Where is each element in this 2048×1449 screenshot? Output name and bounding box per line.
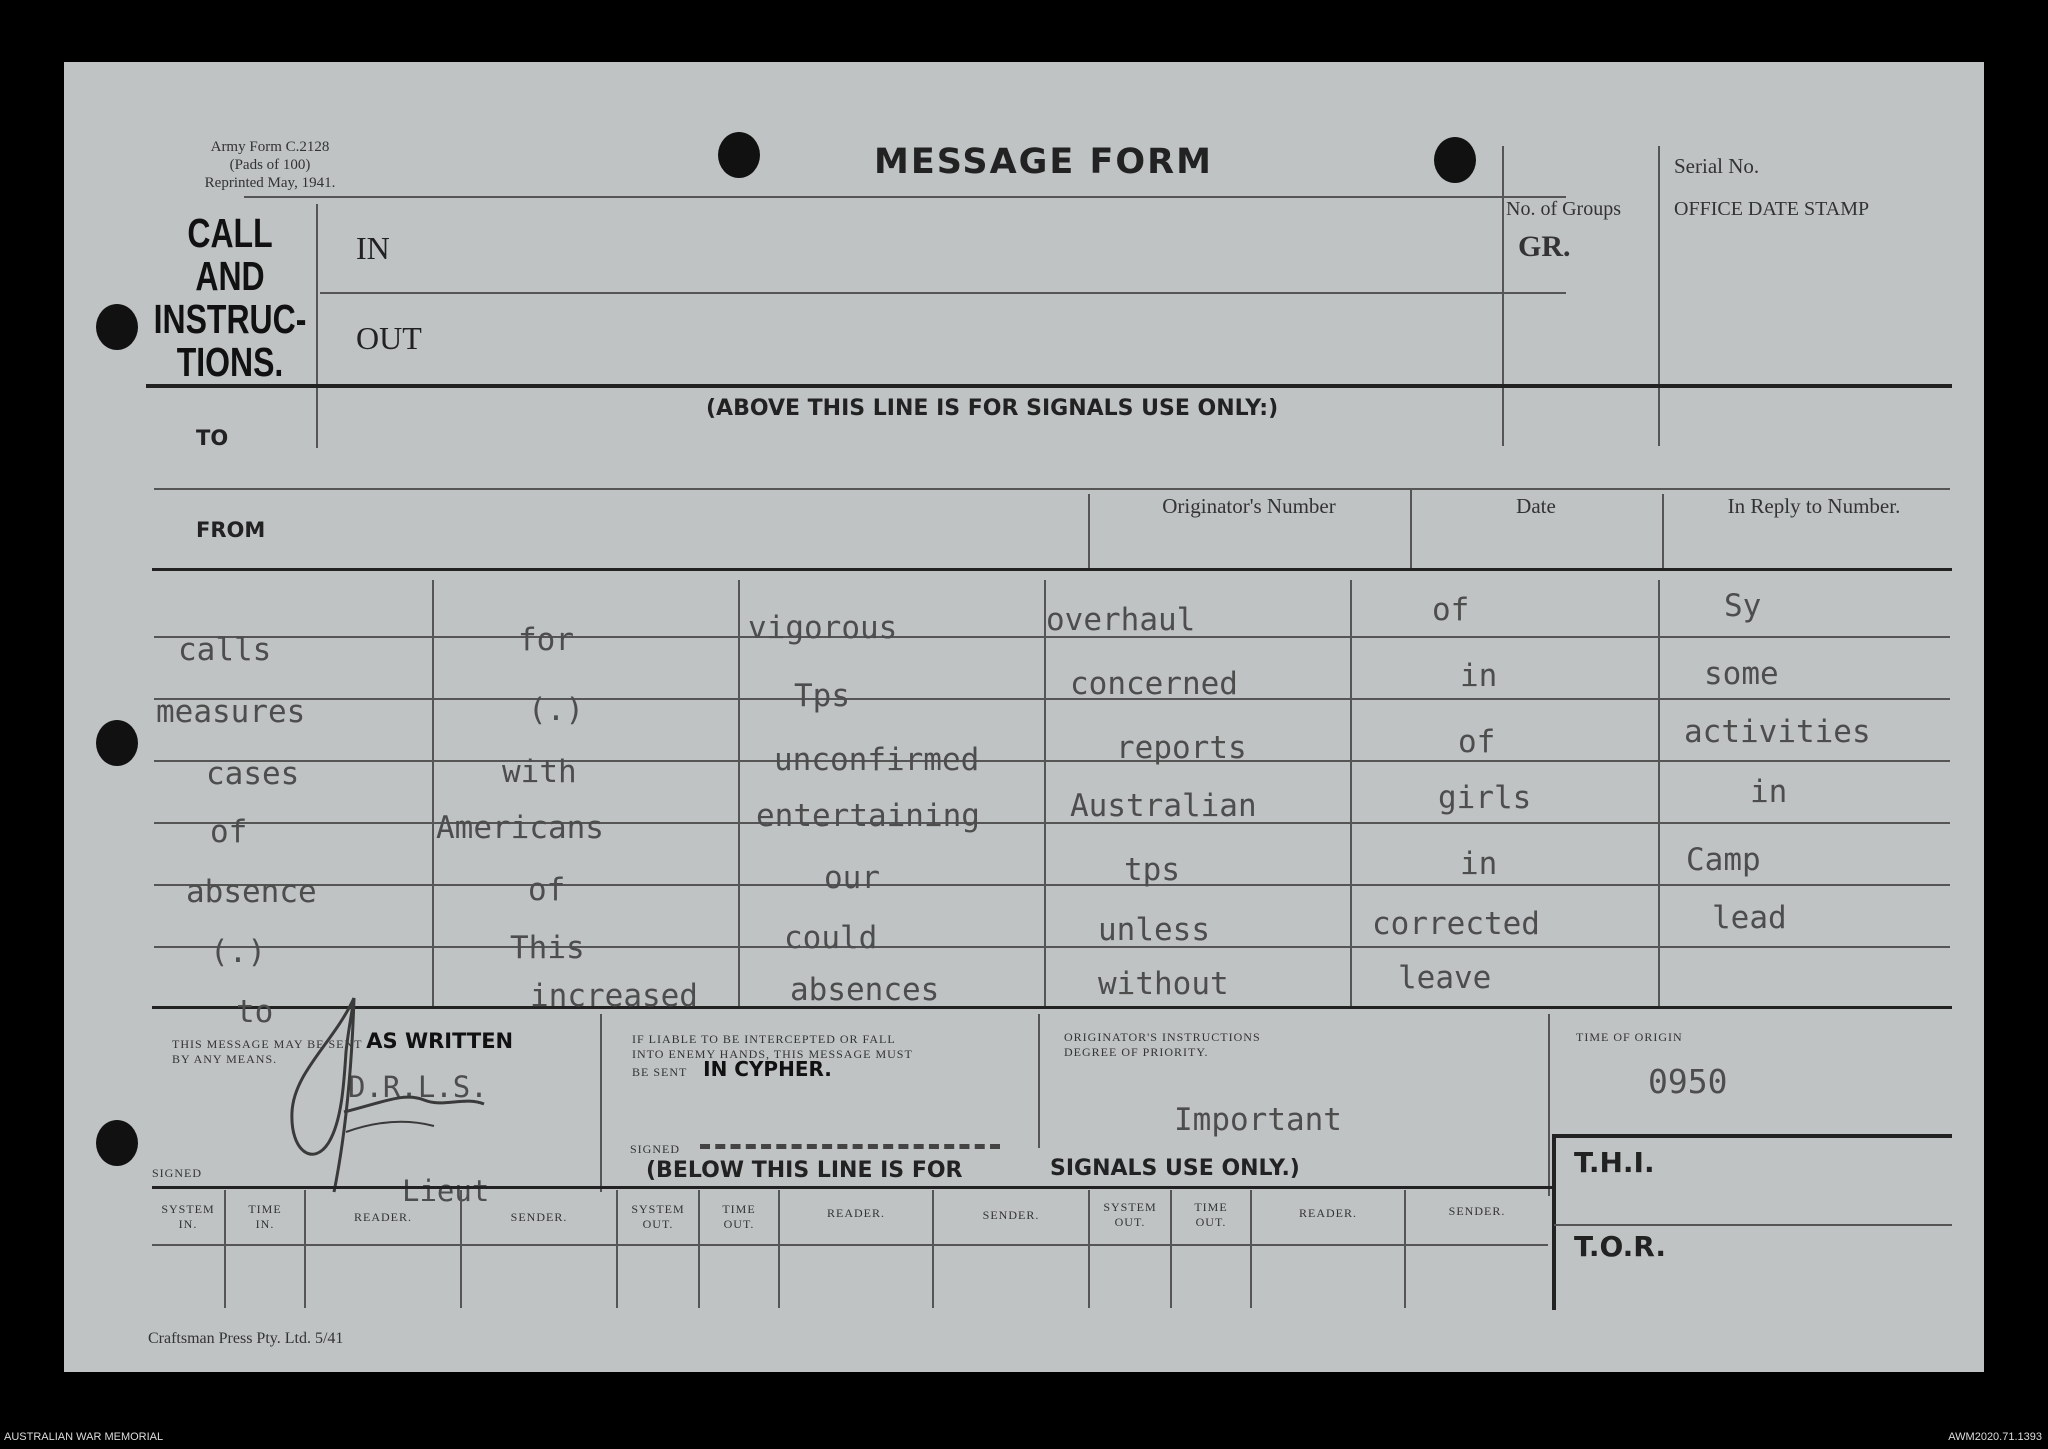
call-instructions-label	[152, 212, 308, 384]
signed-2-label: SIGNED	[630, 1142, 680, 1156]
grid-row-3	[154, 760, 1950, 762]
out-label: OUT	[356, 320, 422, 356]
bottom-col-header	[618, 1202, 698, 1232]
col-header-line: OUT.	[1195, 1215, 1227, 1229]
message-form-paper	[64, 62, 1984, 1372]
punch-hole-left-2	[96, 720, 138, 766]
col-header-line: IN.	[178, 1217, 198, 1231]
message-word: measures	[156, 694, 306, 730]
originator-number-label: Originator's Number	[1162, 494, 1336, 518]
message-word: absences	[790, 972, 940, 1008]
message-word: without	[1098, 966, 1229, 1002]
in-out-divider	[320, 292, 1566, 294]
message-word: corrected	[1372, 906, 1540, 942]
bottom-col-header	[1090, 1200, 1170, 1230]
message-word: This	[510, 930, 585, 966]
message-word: (.)	[528, 692, 584, 728]
grid-col-1	[432, 580, 434, 1006]
signed-label: SIGNED	[152, 1166, 202, 1180]
thi-label: T.H.I.	[1574, 1146, 1655, 1179]
header-rule	[244, 196, 1566, 198]
in-cypher-label: IN CYPHER.	[703, 1057, 832, 1081]
form-number-block	[160, 138, 380, 192]
bottom-col-header	[306, 1210, 460, 1225]
form-number: Army Form C.2128	[210, 139, 330, 155]
message-word: Camp	[1686, 842, 1761, 878]
message-word: absence	[186, 874, 317, 910]
bottom-col-header	[1252, 1206, 1404, 1221]
message-word: tps	[1124, 852, 1180, 888]
col-header-line: IN.	[255, 1217, 275, 1231]
grid-col-2	[738, 580, 740, 1006]
bottom-col-header	[1406, 1204, 1548, 1219]
bottom-col-div	[304, 1190, 306, 1308]
office-date-stamp-label: OFFICE DATE STAMP	[1674, 198, 1870, 220]
message-word: girls	[1438, 780, 1532, 816]
call-label-1: CALL	[187, 210, 273, 256]
address-bottom-rule	[152, 568, 1952, 571]
message-word: of	[1432, 592, 1470, 628]
message-word: for	[518, 622, 574, 658]
lower-divider-3	[1548, 1014, 1550, 1196]
bottom-col-header	[700, 1202, 778, 1232]
signed-2-dash	[700, 1144, 1000, 1149]
time-of-origin-value: 0950	[1648, 1062, 1728, 1101]
message-word: our	[824, 860, 880, 896]
message-word: increased	[530, 978, 698, 1014]
col-header-line: SENDER.	[1448, 1204, 1506, 1218]
col-header-line: SENDER.	[982, 1208, 1040, 1222]
col-header-line: SYSTEM	[161, 1202, 215, 1216]
originator-instructions	[1064, 1030, 1534, 1060]
send-means-line1: THIS MESSAGE MAY BE SENT	[172, 1037, 363, 1051]
grid-row-6	[154, 946, 1950, 948]
grid-row-2	[154, 698, 1950, 700]
message-word: lead	[1712, 900, 1787, 936]
cypher-note	[632, 1032, 1032, 1080]
message-word: reports	[1116, 730, 1247, 766]
cypher-line3: BE SENT	[632, 1065, 688, 1079]
from-divider-1	[1088, 494, 1090, 568]
call-label-4: TIONS.	[176, 339, 284, 385]
bottom-col-header	[934, 1208, 1088, 1223]
reprint-note: Reprinted May, 1941.	[204, 175, 336, 191]
punch-hole-top-right	[1434, 137, 1476, 183]
call-label-2: AND	[195, 253, 265, 299]
date-label: Date	[1516, 494, 1556, 518]
from-divider-3	[1662, 494, 1664, 568]
reply-number-label: In Reply to Number.	[1727, 494, 1901, 518]
message-word: of	[210, 814, 248, 850]
message-word: of	[1458, 724, 1496, 760]
col-header-line: SENDER.	[510, 1210, 568, 1224]
credit-left: AUSTRALIAN WAR MEMORIAL	[4, 1431, 164, 1443]
groups-label: No. of Groups	[1506, 198, 1621, 220]
handwritten-signature	[234, 992, 494, 1202]
message-word: could	[784, 920, 878, 956]
thi-tor-rule	[1554, 1224, 1952, 1226]
message-word: unless	[1098, 912, 1210, 948]
punch-hole-left-1	[96, 304, 138, 350]
grid-row-4	[154, 822, 1950, 824]
message-word: in	[1460, 846, 1498, 882]
col-header-line: READER.	[1299, 1206, 1357, 1220]
bottom-col-header	[780, 1206, 932, 1221]
col-header-line: READER.	[354, 1210, 412, 1224]
col-header-line: SYSTEM	[631, 1202, 685, 1216]
message-word: in	[1750, 774, 1788, 810]
col-header-line: READER.	[827, 1206, 885, 1220]
message-word: of	[528, 872, 566, 908]
grid-col-3	[1044, 580, 1046, 1006]
message-word: Australian	[1070, 788, 1257, 824]
groups-value: GR.	[1518, 230, 1571, 263]
message-word: Tps	[794, 678, 850, 714]
grid-row-5	[154, 884, 1950, 886]
bottom-header-rule	[152, 1244, 1548, 1246]
call-label-3: INSTRUC-	[153, 296, 307, 342]
call-column-divider	[316, 204, 318, 448]
message-word: overhaul	[1046, 602, 1196, 638]
printer-imprint: Craftsman Press Pty. Ltd. 5/41	[148, 1330, 344, 1347]
signals-below-note-a: (BELOW THIS LINE IS FOR	[646, 1158, 963, 1183]
message-word: unconfirmed	[774, 742, 980, 778]
serial-number-label: Serial No.	[1674, 154, 1760, 178]
rank-entry: Lieut	[402, 1174, 490, 1208]
bottom-col-header	[152, 1202, 224, 1232]
message-word: Sy	[1724, 588, 1762, 624]
col-header-line: OUT.	[723, 1217, 755, 1231]
lower-divider-1	[600, 1014, 602, 1192]
cypher-line2: INTO ENEMY HANDS, THIS MESSAGE MUST	[632, 1047, 913, 1061]
bottom-col-div	[460, 1190, 462, 1308]
bottom-col-header	[1172, 1200, 1250, 1230]
col-header-line: TIME	[1194, 1200, 1228, 1214]
to-label: TO	[196, 426, 229, 450]
grid-col-4	[1350, 580, 1352, 1006]
col-header-line: OUT.	[642, 1217, 674, 1231]
punch-hole-left-3	[96, 1120, 138, 1166]
time-of-origin-label: TIME OF ORIGIN	[1576, 1030, 1683, 1044]
groups-column-divider	[1502, 146, 1504, 446]
thi-tor-divider	[1552, 1134, 1556, 1310]
col-header-line: TIME	[722, 1202, 756, 1216]
credit-right: AWM2020.71.1393	[1948, 1431, 2042, 1443]
grid-col-5	[1658, 580, 1660, 1006]
message-word: activities	[1684, 714, 1871, 750]
lower-divider-2	[1038, 1014, 1040, 1148]
drls-entry: D.R.L.S.	[348, 1070, 488, 1104]
message-word: some	[1704, 656, 1779, 692]
orig-instr-line2: DEGREE OF PRIORITY.	[1064, 1045, 1209, 1059]
punch-hole-top-left	[718, 132, 760, 178]
message-word: to	[236, 994, 274, 1030]
thi-top-rule	[1552, 1134, 1952, 1138]
page-title: MESSAGE FORM	[874, 142, 1213, 182]
orig-instr-line1: ORIGINATOR'S INSTRUCTIONS	[1064, 1030, 1261, 1044]
in-label: IN	[356, 230, 390, 266]
message-word: entertaining	[756, 798, 980, 834]
stamp-column-divider	[1658, 146, 1660, 446]
message-word: cases	[206, 756, 300, 792]
message-word: leave	[1398, 960, 1492, 996]
message-word: concerned	[1070, 666, 1238, 702]
signals-below-rule	[152, 1186, 1552, 1189]
message-word: Americans	[436, 810, 604, 846]
message-word: with	[502, 754, 577, 790]
as-written-label: AS WRITTEN	[366, 1029, 514, 1053]
tor-label: T.O.R.	[1574, 1230, 1667, 1263]
priority-entry: Important	[1174, 1102, 1342, 1138]
message-word: (.)	[210, 934, 266, 970]
to-rule	[154, 488, 1950, 490]
message-word: in	[1460, 658, 1498, 694]
message-word: calls	[178, 632, 272, 668]
cypher-line1: IF LIABLE TO BE INTERCEPTED OR FALL	[632, 1032, 896, 1046]
signals-above-note: (ABOVE THIS LINE IS FOR SIGNALS USE ONLY:)	[706, 396, 1279, 421]
from-label: FROM	[196, 518, 266, 542]
send-means-line2: BY ANY MEANS.	[172, 1052, 278, 1066]
from-divider-2	[1410, 488, 1412, 568]
message-word: vigorous	[748, 610, 898, 646]
col-header-line: OUT.	[1114, 1215, 1146, 1229]
signals-below-note-b: SIGNALS USE ONLY.)	[1050, 1156, 1300, 1181]
signals-above-rule	[146, 384, 1952, 388]
bottom-col-header	[462, 1210, 616, 1225]
col-header-line: SYSTEM	[1103, 1200, 1157, 1214]
col-header-line: TIME	[248, 1202, 282, 1216]
pads-note: (Pads of 100)	[229, 157, 311, 173]
bottom-col-header	[226, 1202, 304, 1232]
